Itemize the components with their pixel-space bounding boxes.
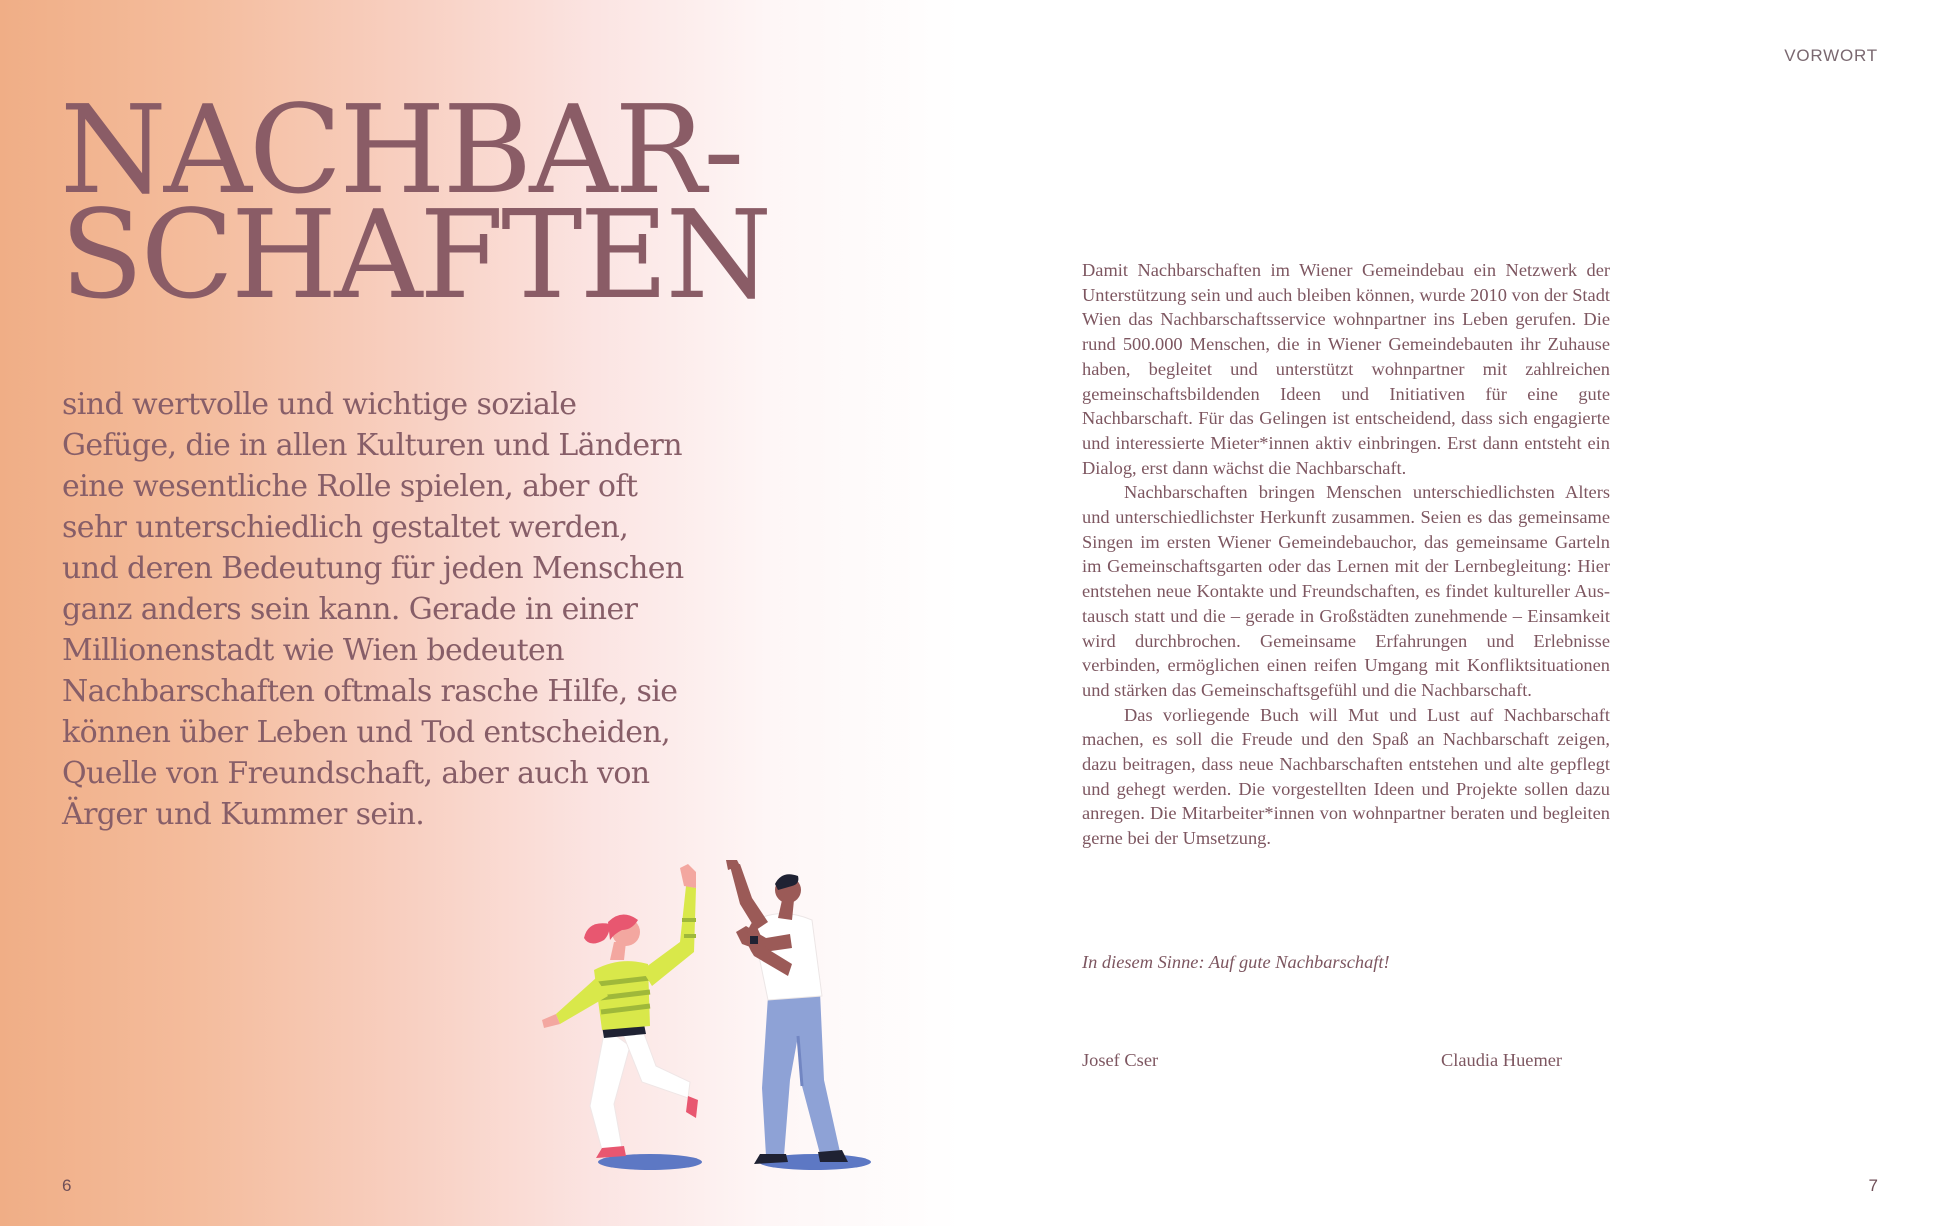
lead-line: Nachbarschaften oftmals rasche Hilfe, sie (62, 674, 678, 709)
body-paragraph: Das vorliegende Buch will Mut und Lust auf Nachbarschaft machen, es soll die Freude und den Spaß an Nachbarschaft zeigen, dazu beitragen, dass neue Nachbarschaften entstehen und alte gepflegt und gehegt werden. Die vorgestellten Ideen und Projekte sollen dazu anregen. Die Mitarbeiter*innen von wohnpartner beraten und begleiten gerne bei der Umsetzung. (1082, 704, 1610, 849)
running-head: VORWORT (1784, 46, 1878, 65)
page-number-left: 6 (62, 1176, 72, 1195)
page-title (60, 79, 880, 326)
closing-line: In diesem Sinne: Auf gute Nachbarschaft! (1082, 952, 1390, 972)
lead-line: Millionenstadt wie Wien bedeuten (62, 633, 564, 668)
signature-name: Josef Cser (1082, 1050, 1159, 1070)
left-page (0, 0, 960, 1226)
signature-name: Claudia Huemer (1441, 1050, 1563, 1070)
lead-line: und deren Bedeutung für jeden Menschen (62, 551, 684, 586)
lead-line: ganz anders sein kann. Gerade in einer (62, 592, 638, 627)
woman-figure (542, 864, 698, 1158)
lead-line: eine wesentliche Rolle spielen, aber oft (62, 469, 638, 504)
body-paragraph: Nachbarschaften bringen Menschen unterschiedlichsten Alters und unterschiedlichster Herkunft zusammen. Seien es das gemeinsame Singen im ersten Wiener Gemeindebauchor, das gemeinsame Garteln im Gemeinschaftsgarten oder das Lernen mit der Lernbegleitung: Hier entstehen neue Kontakte und Freundschaften, es findet kultureller Austausch statt und die – gerade in Großstädten zunehmende – Einsamkeit wird durchbrochen. Gemeinsame Erfahrungen und Erlebnisse verbinden, ermöglichen einen reifen Umgang mit Konfliktsituationen und stärken das Gemeinschaftsgefühl und die Nachbarschaft. (1082, 482, 1610, 700)
lead-line: können über Leben und Tod entscheiden, (62, 715, 671, 750)
body-paragraph: Damit Nachbarschaften im Wiener Gemeindebau ein Netzwerk der Unterstützung sein und auch bleiben können, wurde 2010 von der Stadt Wien das Nachbarschaftsservice wohnpartner ins Leben gerufen. Die rund 500.000 Menschen, die in Wiener Gemeindebauten ihr Zuhause haben, begleitet und unterstützt wohnpartner mit zahlreichen gemeinschaftsbildenden Ideen und Initiativen für eine gute Nachbarschaft. Für das Gelingen ist entscheidend, dass sich engagierte und interessierte Mieter*innen aktiv einbringen. Erst dann entsteht ein Dialog, erst dann wächst die Nachbarschaft. (1082, 260, 1610, 478)
foreword-body (1082, 258, 1610, 851)
lead-line: sehr unterschiedlich gestaltet werden, (62, 510, 629, 545)
lead-paragraph (62, 384, 782, 835)
title-line: SCHAFTEN (60, 184, 770, 326)
high-five-illustration (530, 860, 890, 1172)
lead-line: sind wertvolle und wichtige soziale (62, 387, 577, 422)
lead-line: Quelle von Freundschaft, aber auch von (62, 756, 650, 791)
title-line: NACHBAR- (60, 79, 742, 221)
page-number-right: 7 (1868, 1176, 1878, 1195)
lead-line: Gefüge, die in allen Kulturen und Ländern (62, 428, 682, 463)
man-figure (726, 860, 848, 1164)
lead-line: Ärger und Kummer sein. (62, 797, 425, 832)
